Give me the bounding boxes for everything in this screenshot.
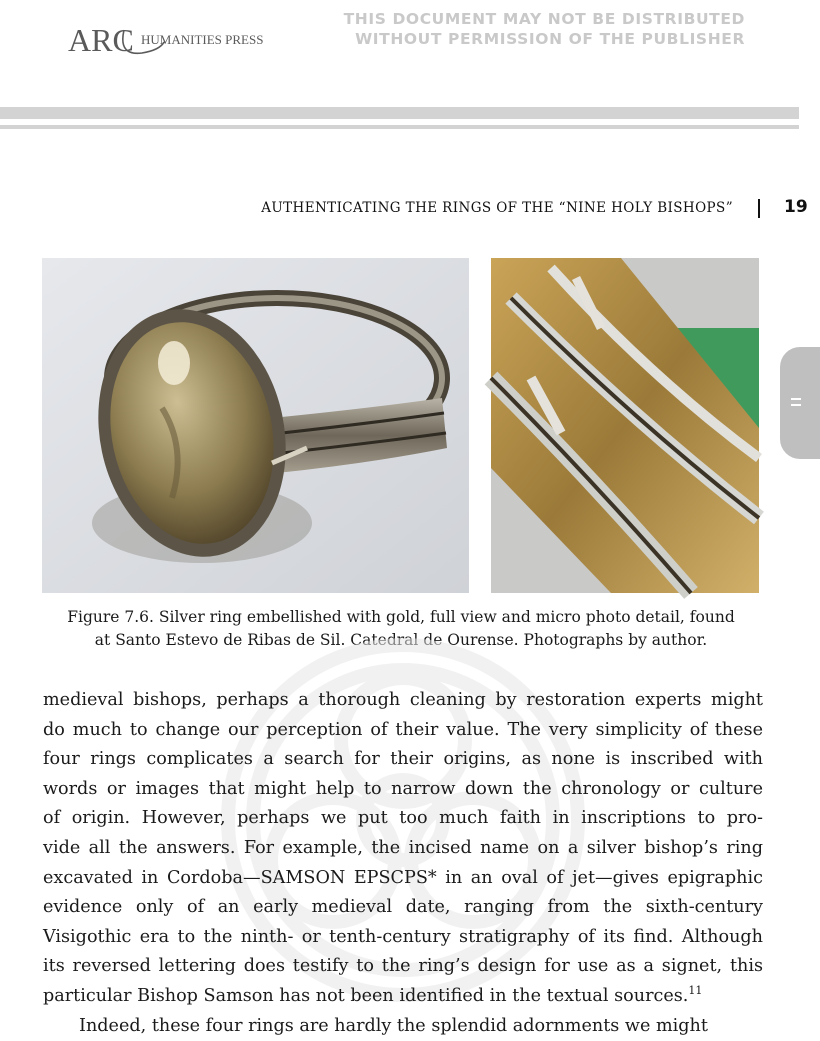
notice-line: THIS DOCUMENT MAY NOT BE DISTRIBUTED	[343, 10, 745, 28]
header-rule-thin	[0, 125, 799, 129]
notice-line: WITHOUT PERMISSION OF THE PUBLISHER	[355, 30, 745, 48]
running-head-divider	[758, 199, 760, 218]
logo-imprint: HUMANITIES PRESS	[141, 32, 264, 47]
last-line-text: particular Bishop Samson has not been identified in the textual sources.	[43, 985, 689, 1006]
running-head-title: AUTHENTICATING THE RINGS OF THE “NINE HOLY BISHOPS”	[261, 200, 733, 216]
text-line: of origin. However, perhaps we put too much faith in inscriptions to pro-	[43, 808, 763, 829]
text-line: evidence only of an early medieval date, ranging from the sixth-century	[43, 897, 763, 918]
text-line-last	[43, 982, 763, 1012]
panel-toggle-icon	[791, 393, 801, 411]
text-line: medieval bishops, perhaps a thorough cleaning by restoration experts might	[43, 690, 763, 710]
text-line: excavated in Cordoba—SAMSON EPSCPS* in an oval of jet—gives epigraphic	[43, 867, 763, 888]
header-rule	[0, 107, 799, 119]
side-panel-tab[interactable]	[780, 347, 820, 459]
caption-line: Figure 7.6. Silver ring embellished with gold, full view and micro photo detail, found	[67, 608, 735, 626]
footnote-ref[interactable]: 11	[688, 984, 703, 998]
text-line: Visigothic era to the ninth- or tenth-century stratigraphy of its find. Although	[43, 926, 763, 947]
text-line: do much to change our perception of their value. The very simplicity of these	[43, 719, 763, 740]
distribution-notice	[344, 9, 745, 49]
next-paragraph-line: Indeed, these four rings are hardly the splendid adornments we might	[79, 1015, 708, 1036]
text-line: words or images that might help to narrow down the chronology or culture	[43, 778, 763, 799]
text-line: four rings complicates a search for their origins, as none is inscribed with	[43, 749, 763, 770]
ring-full-view-photo	[42, 258, 469, 593]
text-line: vide all the answers. For example, the incised name on a silver bishop’s ring	[43, 837, 763, 858]
text-line: its reversed lettering does testify to the ring’s design for use as a signet, this	[43, 956, 763, 977]
publisher-logo	[68, 20, 278, 62]
page-number: 19	[784, 197, 808, 217]
logo-mark: ARC	[68, 22, 134, 58]
caption-line: at Santo Estevo de Ribas de Sil. Catedral de Ourense. Photographs by author.	[94, 631, 708, 649]
ring-micro-detail-photo	[491, 258, 759, 593]
body-paragraph	[43, 686, 763, 1041]
